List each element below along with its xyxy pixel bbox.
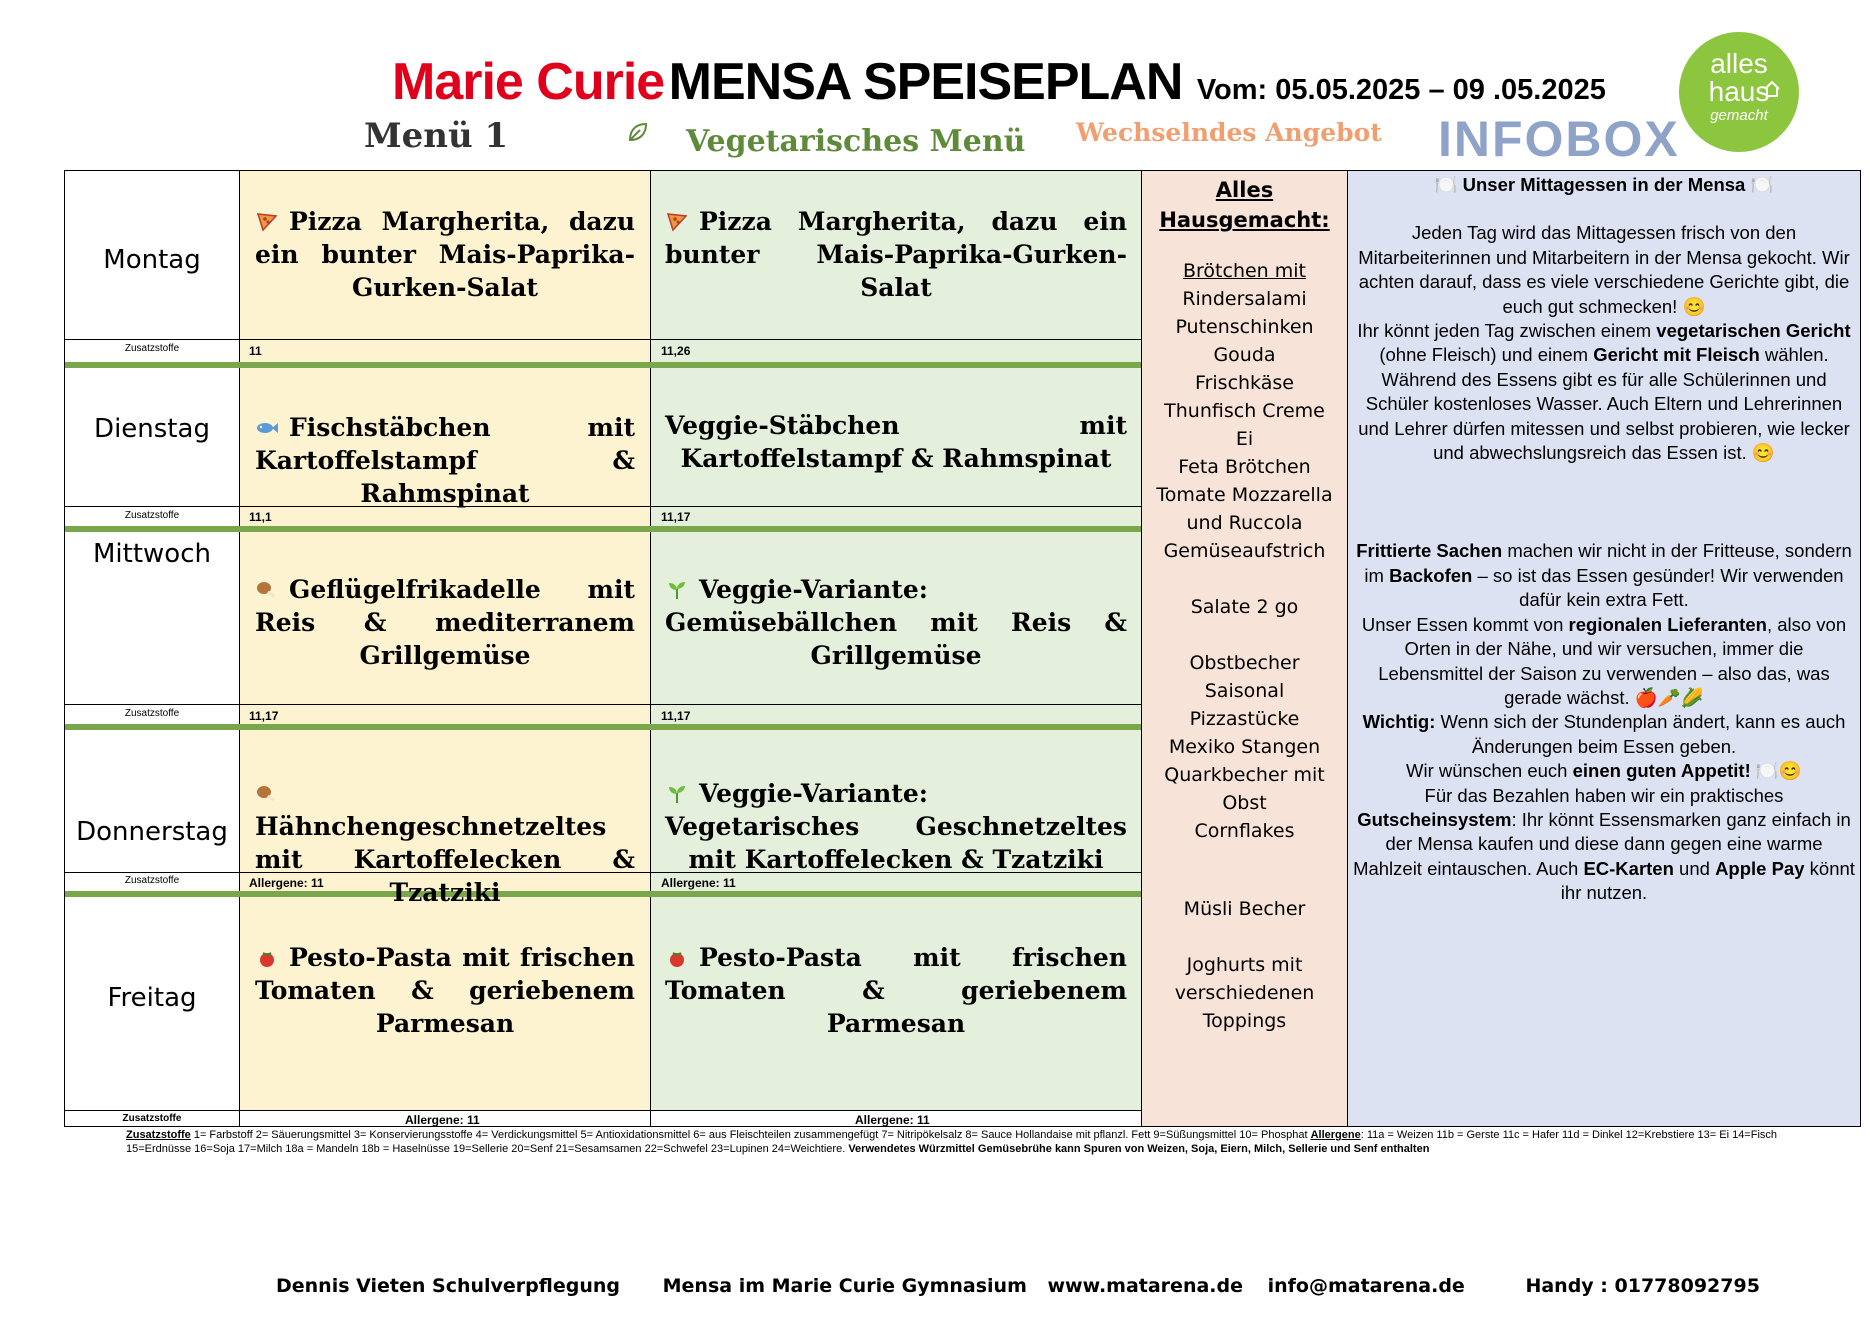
col-divider	[1347, 171, 1348, 1126]
text-run-bold: Wichtig:	[1362, 711, 1436, 733]
legend-additives-text: 1= Farbstoff 2= Säuerungsmittel 3= Konservierungsstoffe 4= Verdickungsmittel 5= Antioxidationsmittel 6= aus Fleischteilen zusammengefügt 7= Nitripökelsalz 8= Sauce Hollandaise mit pflanzl. Fett 9=Süßungsmittel 10= Phosphat	[190, 1129, 1311, 1141]
footer-email-link[interactable]: info@matarena.de	[1267, 1275, 1465, 1297]
homemade-item: Thunfisch Creme	[1164, 400, 1325, 422]
tuesday-vegetarian-additives: 11,17	[661, 510, 691, 524]
text-run: – so ist das Essen gesünder! Wir verwenden dafür kein extra Fett.	[1472, 564, 1844, 611]
friday-menu1-allergens: Allergene: 11	[405, 1113, 480, 1127]
logo-line-3: gemacht	[1710, 107, 1768, 124]
day-wednesday: Mittwoch	[93, 539, 211, 569]
infobox-paragraph	[1351, 319, 1857, 368]
legend-additives-label: Zusatzstoffe	[126, 1129, 191, 1141]
infobox-paragraph	[1351, 784, 1857, 906]
footer-phone: Handy : 01778092795	[1525, 1275, 1760, 1297]
wednesday-vegetarian-additives: 11,17	[661, 709, 691, 723]
text-run-bold: Apple Pay	[1715, 857, 1805, 879]
legend-allergens-text: : 11a = Weizen 11b = Gerste 11c = Hafer 11d = Dinkel 12=Krebstiere 13= Ei 14=Fisch 15=Erdnüsse 16=Soja 17=Milch 18a = Mandeln 18b = Haselnüsse 19=Sellerie 20=Senf 21=Sesamsamen 22=Schwefel 23=Lupinen 24=Weichtiere.	[126, 1129, 1778, 1155]
homemade-item: Feta Brötchen	[1178, 456, 1311, 478]
thursday-vegetarian	[665, 777, 1127, 876]
homemade-heading-2: Hausgemacht:	[1159, 208, 1330, 232]
logo-line-2: haus	[1708, 76, 1770, 107]
homemade-item: Toppings	[1202, 1010, 1287, 1032]
day-separator	[65, 362, 1141, 368]
title-school-name: Marie Curie	[392, 53, 665, 111]
infobox-paragraph	[1351, 539, 1857, 612]
text-run: 🍽️😊	[1750, 760, 1802, 782]
footer-website-link[interactable]: www.matarena.de	[1047, 1275, 1243, 1297]
homemade-item: Quarkbecher mit	[1164, 764, 1325, 786]
legend-seasoning-note: Verwendetes Würzmittel Gemüsebrühe kann Spuren von Weizen, Soja, Eiern, Milch, Sellerie und Senf enthalten	[848, 1143, 1430, 1155]
homemade-item: Tomate Mozzarella	[1156, 484, 1333, 506]
text-run: Wir wünschen euch	[1406, 760, 1573, 782]
day-tuesday: Dienstag	[94, 414, 210, 444]
text-run-bold: regionalen Lieferanten	[1568, 613, 1767, 635]
column-header-vegetarian: Vegetarisches Menü	[686, 124, 1026, 159]
infobox-paragraph: Während des Essens gibt es für alle Schülerinnen und Schüler kostenloses Wasser. Auch Eltern und Lehrerinnen und Lehrer dürfen mitessen und selbst probieren, wie lecker und abwechslungsreich das Essen ist. 😊	[1358, 368, 1850, 464]
homemade-heading-1: Alles	[1215, 178, 1274, 202]
text-run-bold: Gericht mit Fleisch	[1593, 344, 1760, 366]
friday-menu1	[255, 941, 635, 1040]
text-run: : Ihr könnt Essensmarken ganz einfach in der Mensa kaufen und diese dann gegen eine warme Mahlzeit eintauschen. Auch	[1353, 808, 1851, 879]
footer-company: Dennis Vieten Schulverpflegung	[276, 1275, 621, 1297]
text-run: Für das Bezahlen haben wir ein praktisches	[1424, 784, 1784, 806]
friday-vegetarian-text: Pesto-Pasta mit frischen Tomaten & geriebenem Parmesan	[665, 943, 1127, 1038]
wednesday-menu1-additives: 11,17	[249, 709, 279, 723]
tuesday-menu1	[255, 411, 635, 510]
thursday-menu1-text: Hähnchengeschnetzeltes mit Kartoffelecken & Tzatziki	[255, 812, 635, 907]
homemade-item: Gouda	[1213, 344, 1276, 366]
text-run-bold: Frittierte Sachen	[1356, 540, 1503, 562]
homemade-item: Obst	[1222, 792, 1267, 814]
leaf-icon	[626, 120, 650, 144]
column-header-menu1: Menü 1	[364, 116, 509, 156]
additives-allergens-legend	[126, 1128, 1786, 1156]
meal-plan-table	[64, 170, 1861, 1127]
text-run: könnt ihr nutzen.	[1560, 857, 1855, 904]
friday-vegetarian-allergens: Allergene: 11	[855, 1113, 930, 1127]
homemade-item: Putenschinken	[1175, 316, 1314, 338]
cutlery-icon: 🍽️	[1745, 174, 1774, 195]
monday-vegetarian-text: Pizza Margherita, dazu ein bunter Mais-Paprika-Gurken-Salat	[665, 207, 1127, 302]
column-header-infobox: INFOBOX	[1438, 111, 1680, 167]
infobox	[1351, 171, 1857, 906]
text-run: Unser Essen kommt von	[1361, 613, 1569, 635]
monday-menu1-text: Pizza Margherita, dazu ein bunter Mais-Paprika-Gurken-Salat	[255, 207, 635, 302]
text-run: und	[1673, 857, 1716, 879]
page-title	[392, 52, 1606, 118]
rolls-heading: Brötchen mit	[1183, 260, 1306, 282]
tuesday-menu1-additives: 11,1	[249, 510, 272, 524]
homemade-item: verschiedenen	[1174, 982, 1315, 1004]
homemade-item: Joghurts mit	[1186, 954, 1303, 976]
row-divider	[65, 1110, 1141, 1111]
infobox-paragraph	[1351, 759, 1857, 783]
homemade-item: Frischkäse	[1195, 372, 1294, 394]
legend-allergens-label: Allergene	[1310, 1129, 1361, 1141]
thursday-vegetarian-allergens: Allergene: 11	[661, 876, 736, 890]
additives-label: Zusatzstoffe	[122, 1113, 182, 1124]
day-thursday: Donnerstag	[76, 817, 228, 847]
day-monday: Montag	[103, 245, 201, 275]
friday-vegetarian	[665, 941, 1127, 1040]
wednesday-vegetarian-text: Veggie-Variante: Gemüsebällchen mit Reis & Grillgemüse	[665, 575, 1127, 670]
day-separator	[65, 724, 1141, 730]
logo-line-1: alles	[1710, 48, 1768, 79]
text-run-bold: einen guten Appetit!	[1572, 760, 1751, 782]
wednesday-menu1	[255, 573, 635, 672]
alles-hausgemacht-logo	[1679, 32, 1799, 152]
text-run: (ohne Fleisch) und einem	[1379, 344, 1594, 366]
pizza-icon	[665, 212, 689, 232]
thursday-menu1-allergens: Allergene: 11	[249, 876, 324, 890]
cutlery-icon: 🍽️	[1434, 174, 1463, 195]
col-divider	[650, 171, 651, 1126]
fish-icon	[255, 418, 279, 438]
text-run: Ihr könnt jeden Tag zwischen einem	[1357, 320, 1657, 342]
column-header-changing-offer: Wechselndes Angebot	[1076, 118, 1382, 147]
text-run-bold: vegetarischen Gericht	[1656, 320, 1851, 342]
monday-vegetarian	[665, 205, 1127, 304]
row-divider	[65, 339, 1141, 340]
text-run-bold: EC-Karten	[1583, 857, 1674, 879]
monday-menu1	[255, 205, 635, 304]
tuesday-vegetarian-text: Veggie-Stäbchen mit Kartoffelstampf & Rahmspinat	[665, 411, 1127, 473]
monday-menu1-additives: 11	[249, 344, 262, 358]
homemade-item: Pizzastücke	[1189, 708, 1300, 730]
homemade-item: Ei	[1235, 428, 1254, 450]
text-run: Wenn sich der Stundenplan ändert, kann es auch Änderungen beim Essen geben.	[1435, 711, 1846, 757]
homemade-item: Rindersalami	[1182, 288, 1307, 310]
additives-label: Zusatzstoffe	[124, 343, 180, 354]
text-run: wählen.	[1759, 344, 1829, 366]
text-run-bold: Gutscheinsystem	[1357, 808, 1512, 830]
col-divider	[239, 171, 240, 1126]
homemade-item: Obstbecher	[1189, 652, 1300, 674]
additives-label: Zusatzstoffe	[124, 708, 180, 719]
friday-menu1-text: Pesto-Pasta mit frischen Tomaten & geriebenem Parmesan	[255, 943, 635, 1038]
date-range: Vom: 05.05.2025 – 09 .05.2025	[1196, 74, 1606, 106]
infobox-paragraph: Jeden Tag wird das Mittagessen frisch von den Mitarbeiterinnen und Mitarbeitern in der Mensa gekocht. Wir achten darauf, dass es viele verschiedene Gerichte gibt, die euch gut schmecken! 😊	[1358, 222, 1850, 317]
infobox-heading	[1351, 173, 1857, 197]
sprout-icon	[665, 580, 689, 600]
wednesday-vegetarian	[665, 573, 1127, 672]
homemade-item: und Ruccola	[1186, 512, 1303, 534]
homemade-item-muesli: Müsli Becher	[1183, 898, 1306, 920]
row-divider	[65, 704, 1141, 705]
drumstick-icon	[255, 784, 279, 804]
additives-label: Zusatzstoffe	[124, 510, 180, 521]
text-run: machen wir nicht in der Fritteuse, sondern im	[1364, 540, 1852, 586]
tomato-icon	[255, 948, 279, 968]
thursday-vegetarian-text: Veggie-Variante: Vegetarisches Geschnetzeltes mit Kartoffelecken & Tzatziki	[665, 779, 1127, 874]
title-plan-name: MENSA SPEISEPLAN	[668, 53, 1183, 111]
tuesday-vegetarian	[665, 409, 1127, 475]
homemade-list	[1142, 171, 1347, 1035]
homemade-item: Mexiko Stangen	[1168, 736, 1321, 758]
homemade-item-salads: Salate 2 go	[1190, 596, 1299, 618]
infobox-heading-text: Unser Mittagessen in der Mensa	[1462, 174, 1746, 195]
homemade-item: Saisonal	[1204, 680, 1285, 702]
footer	[276, 1275, 1760, 1297]
homemade-item: Gemüseaufstrich	[1163, 540, 1326, 562]
house-icon	[1763, 80, 1781, 98]
text-run-bold: Backofen	[1389, 564, 1473, 586]
tomato-icon	[665, 948, 689, 968]
day-friday: Freitag	[107, 983, 197, 1013]
monday-vegetarian-additives: 11,26	[661, 344, 691, 358]
infobox-paragraph	[1351, 710, 1857, 759]
pizza-icon	[255, 212, 279, 232]
day-separator	[65, 526, 1141, 532]
homemade-item: Cornflakes	[1194, 820, 1295, 842]
footer-location: Mensa im Marie Curie Gymnasium	[662, 1275, 1027, 1297]
drumstick-icon	[255, 580, 279, 600]
tuesday-menu1-text: Fischstäbchen mit Kartoffelstampf & Rahmspinat	[255, 413, 635, 508]
infobox-paragraph	[1351, 613, 1857, 711]
additives-label: Zusatzstoffe	[124, 875, 180, 886]
wednesday-menu1-text: Geflügelfrikadelle mit Reis & mediterranem Grillgemüse	[255, 575, 635, 670]
sprout-icon	[665, 784, 689, 804]
text-run: , also von Orten in der Nähe, und wir versuchen, immer die Lebensmittel der Saison zu verwenden – also das, was gerade wächst. 🍎🥕🌽	[1378, 613, 1847, 708]
